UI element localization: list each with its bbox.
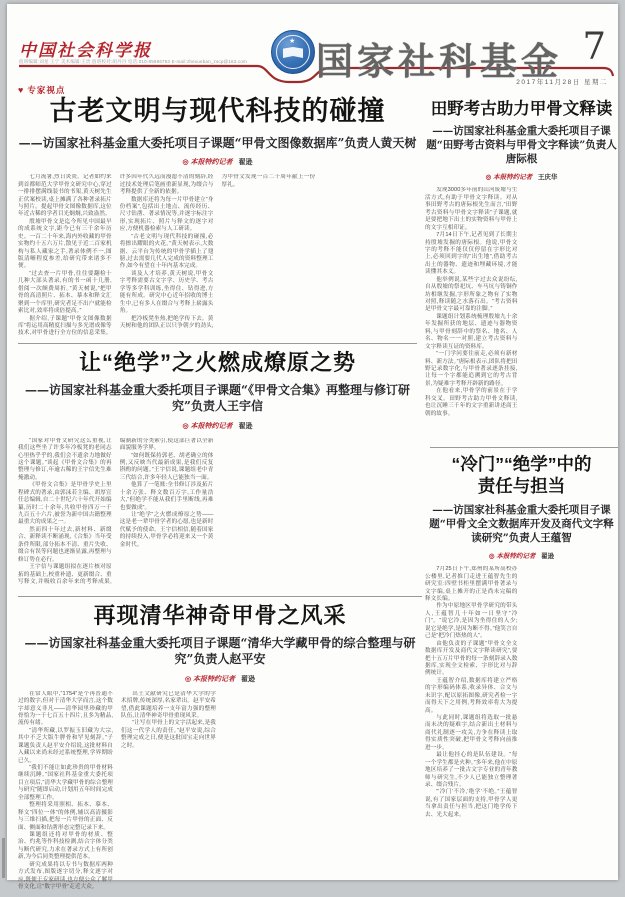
- article-right-top-byline: [425, 172, 618, 181]
- body-paragraph: 研究成果将以专书与数据库两种方式发布,图版逐字切分,释文逐字对应,既便于专家研读,也方便公众了解甲骨文化,让“数字甲骨”走近大众。: [18, 861, 113, 891]
- article-middle-body: [18, 438, 417, 600]
- article-middle-title: 让“绝学”之火燃成燎原之势: [78, 350, 356, 375]
- article-right-bottom-byline: [425, 551, 618, 560]
- masthead-credits-line: 值班编辑:刘星 王宁 美术编辑:王贵 值班校对:胡丹丹 电话:010-85886753 E-mail:zhexueban_zscp@163.com: [19, 59, 247, 64]
- body-paragraph: 把冷板凳坐热,把绝学传下去。黄天树和他的团队正以只争朝夕的劲头,为甲骨文发现一百二十周年献上一份厚礼。: [119, 174, 316, 329]
- body-paragraph: 7月14日下午,记者见到了长期主持殷墟发掘的唐际根。他说,甲骨文字的考释不能仅仅停留在字形比对上,必须回到字的“出生地”,借助考古出土的器物、遗迹和埋藏环境,才能读懂其本义。: [425, 232, 518, 276]
- body-paragraph: 然而四十年过去,新材料、新缀合、新释读不断涌现,《合集》当年受条件所限,部分拓本不清、重片失收、缀合有误等问题也逐渐显露,再整理与修订势在必行。: [18, 526, 112, 563]
- nssf-badge-icon: [271, 30, 315, 74]
- byline-name: 翟逊: [241, 675, 255, 683]
- byline-name: 翟逊: [238, 159, 253, 167]
- page-number: 7: [582, 25, 606, 68]
- body-paragraph: 王蕴智介绍,数据库将建立严格的字形编码体系,收录异体、合文与未识字,配以原拓图像,研究者检一字而得天下之用例,考释效率将大为提高。: [425, 677, 518, 714]
- byline-label: 本报特约记者: [493, 173, 533, 182]
- body-paragraph: 发现3000多年前的山河废墟与生活方式,有助于甲骨文字释读。对从事田野考古的唐际根先生而言,“田野考古资料与甲骨文字释读”子课题,就是要把地下出土的实物资料与甲骨上的文字互相印证。: [425, 187, 518, 231]
- byline-label: 本报特约记者: [190, 157, 233, 167]
- body-paragraph: 他举例说,某些字过去众说纷纭,自从殷墟的祭祀坑、车马坑与铸铜作坊相继发掘,字形所象之物有了实物对照,释读随之水落石出。“考古资料是甲骨文字最可靠的注脚。”: [425, 276, 518, 313]
- body-paragraph: 课题组计划系统梳理殷墟九十余年发掘所获的地层、遗迹与器物资料,与甲骨刻辞中的祭名、地名、人名、物名一一对照,建立考古资料与文字释读互证的资料库。: [425, 313, 518, 350]
- article-right-bottom-body: [425, 566, 618, 878]
- body-paragraph: “如何既保持郭老、胡老确立的体例,又反映当代最新成果,是我们反复斟酌的问题。”王宇信说,课题组老中青三代结合,许多年轻人已能独当一面。: [119, 452, 214, 481]
- body-paragraph: 与此同时,课题组将选取一批悬而未决的疑难字,结合新出土材料与商代礼制逐一攻关,力争在释读上取得实质性突破,把甲骨文考释向前推进一步。: [425, 715, 518, 751]
- article-right-top-title: 田野考古助力甲骨文释读: [430, 100, 613, 118]
- body-paragraph: 最让他挂心的是队伍建设。“每一个学生都是火种。”多年来,他在中原地区培养了一批古文字专业的青年教师与研究生,不少人已能独立整理著录、缀合残片。: [425, 752, 518, 788]
- article-middle: [18, 350, 417, 600]
- body-paragraph: “古老文明与现代科技的碰撞,必将擦出耀眼的火花。”黄天树表示,大数据、云平台为传统的甲骨学插上了翅膀,过去需要几代人完成的资料整理工作,如今有望在十年内基本完成。: [119, 233, 214, 270]
- body-paragraph: 出土文献研究已是清华大学的学术招牌,传统深厚,名家辈出。赵平安希望,借此课题培养一支年富力强的整理队伍,让清华神奇甲骨重现风采。: [121, 690, 216, 719]
- byline-name: 翟逊: [541, 553, 555, 561]
- article-right-top-subtitle: ——访国家社科基金重大委托项目子课题“田野考古资料与甲骨文字释读”负责人唐际根: [426, 124, 617, 166]
- article-main-byline: [18, 157, 417, 167]
- article-bottom-body: [18, 691, 422, 897]
- newspaper-brand-logo: 中国社会科学报: [19, 41, 152, 61]
- byline-label: 本报特约记者: [190, 420, 233, 430]
- scan-edge-artifact: [2, 838, 5, 878]
- body-paragraph: “过去查一片甲骨,往往要翻检十几种大部头著录,有的书一函十几册,借阅一次颇费周折。”黄天树说,“把甲骨的高清照片、拓本、摹本和释文汇聚到一个库里,研究者足不出户就能检索比对,效率将成倍提高。”: [18, 270, 112, 315]
- body-paragraph: 作为中原地区甲骨学研究的带头人,王蕴智几十年如一日坚守“冷门”。“说它冷,是因为坐得住的人少;说它是绝学,是因为断不得。”他笑言自己是“把冷门焐热的人”。: [425, 603, 518, 640]
- article-main-subtitle: ——访国家社科基金重大委托项目子课题“甲骨文图像数据库”负责人黄天树: [18, 136, 417, 151]
- article-main: [18, 96, 417, 338]
- body-paragraph: 7月25日下午,郑州的某所高校办公楼里,记者推门走进王蕴智先生的研究室:四壁书柜里摆满甲骨著录与文字编,桌上摊开的正是尚未完稿的释文长编。: [425, 566, 518, 603]
- body-paragraph: 《甲骨文合集》是甲骨学史上里程碑式的著录,由郭沫若主编、胡厚宣任总编辑,自二十世纪六十年代开始编纂,历时二十余年,共收甲骨四万一千九百五十六片,被誉为新中国古籍整理最重大的成果之一。: [18, 482, 112, 526]
- article-right-top: [425, 100, 618, 435]
- body-paragraph: 整理将采用照相、拓本、摹本、释文“四位一体”的体例,辅以高清摄影与三维扫描,把每一片甲骨的正面、反面、侧面和钻凿形态完整记录下来。: [18, 802, 113, 831]
- body-paragraph: 在他看来,甲骨学的前景在于学科交叉。田野考古助力甲骨文释读,也让沉睡三千年的文字重新讲述商王朝的故事。: [425, 388, 518, 417]
- byline-circle-icon: ◎: [182, 159, 189, 167]
- body-paragraph: 让“绝学”之火燃成燎原之势——这是老一辈甲骨学者的心愿,也是新时代赋予的使命。王宇信相信,随着国家的持续投入,甲骨学必将迎来又一个黄金时代。: [119, 512, 214, 548]
- body-paragraph: 他算了一笔账:全书修订涉及拓片十余万张、释文数百万字,工作量浩大,“但绝学不能从我们手里断线,再难也要做成”。: [119, 482, 214, 511]
- body-paragraph: 据介绍,子课题“甲骨文图像数据库”将运用高精度扫描与多光谱成像等技术,对甲骨进行全方位的信息采集。许多因年代久远而漫漶不清的刻辞,经过技术处理后笔画重新显现,为缀合与考释提供了全新的依据。: [18, 174, 214, 337]
- article-right-top-body: [425, 187, 618, 435]
- body-paragraph: 在常人眼中,“1754”是个再普通不过的数字,但对于清华大学而言,这个数字却意义非凡——清华园里珍藏的甲骨恰为一千七百五十四片,且多为精品,流传有绪。: [18, 690, 113, 727]
- byline-circle-icon: ◎: [485, 174, 492, 182]
- byline-circle-icon: ◎: [488, 553, 495, 561]
- kicker-label: 专家视点: [27, 85, 66, 95]
- byline-circle-icon: ◎: [182, 422, 189, 430]
- article-right-bottom: [425, 454, 618, 878]
- article-bottom-byline: [18, 674, 422, 684]
- byline-name: 翟逊: [238, 422, 253, 430]
- byline-circle-icon: ◎: [184, 675, 192, 683]
- body-paragraph: 七月流暑,烈日炎炎。记者如约来到首都师范大学甲骨文研究中心,穿过一排排摆满线装书的书架,黄天树先生正伏案校读,桌上摊满了各种著录拓片与照片。提起甲骨文图像数据库,这位年近古稀的学者目光炯炯,兴致盎然。: [18, 174, 112, 218]
- body-paragraph: “国家对甲骨文研究这么重视,让我们这些坐了许多年冷板凳的老同志心里热乎乎的,我们会不遗余力地做好这个课题。”谈起《甲骨文合集》的再整理与修订,年逾古稀的王宇信先生难掩激动。: [18, 437, 112, 481]
- article-middle-subtitle: ——访国家社科基金重大委托项目子课题“《甲骨文合集》再整理与修订研究”负责人王宇信: [25, 383, 410, 414]
- body-paragraph: 谈及人才培养,黄天树说,甲骨文字考释需要古文字学、历史学、考古学等多学科训练,坐得住、钻得进,方能有所成。研究中心近年招收的博士生中,已有多人在缀合与考释上崭露头角。: [119, 270, 214, 315]
- body-paragraph: “让写在甲骨上的文字活起来,是我们这一代学人的责任。”赵平安说,综合整理完成之日,便是这批国宝走向世界之时。: [121, 720, 216, 749]
- title-line-2: 责任与担当: [477, 475, 566, 496]
- article-bottom: [18, 603, 422, 897]
- body-paragraph: 由他负责的子课题“甲骨文全文数据库开发及商代文字释读研究”,要把十五万片甲骨的每一条刻辞录入数据库,实现全文检索、字形比对与辞例统计。: [425, 640, 518, 677]
- body-paragraph: “清华所藏,以罗振玉旧藏为大宗,其中不乏大版牛胛骨和罕见刻辞。”子课题负责人赵平安介绍说,这批材料自入藏以来尚未经过系统整理,学界期盼已久。: [18, 727, 113, 764]
- divider-rule: [18, 596, 422, 597]
- body-paragraph: 课题组还将对甲骨的材质、整治、灼兆等作科技检测,结合字体分类与断代研究,力求在著录方式上有所创新,为今后同类整理提供范本。: [18, 831, 113, 861]
- byline-label: 本报特约记者: [193, 673, 236, 683]
- body-paragraph: 王宇信与课题组拟在逐片核对原拓的基础上,校重补遗、更新缀合、重写释文,并吸收百余年来的考释成果,编制新的分类索引,使这部巨著以全新面貌服务学界。: [18, 437, 214, 585]
- divider-rule: [18, 343, 417, 344]
- article-main-body: [18, 174, 417, 338]
- body-paragraph: “‘冷门’不冷,‘绝学’不绝。”王蕴智说,有了国家层面的支持,甲骨学人更当拿出责任与担当,把这门绝学传下去、光大起来。: [425, 789, 518, 818]
- article-main-title: 古老文明与现代科技的碰撞: [49, 96, 386, 126]
- article-bottom-subtitle: ——访国家社科基金重大委托项目子课题“清华大学藏甲骨的综合整理与研究”负责人赵平安: [24, 636, 416, 667]
- byline-name: 王庆华: [537, 174, 558, 182]
- body-paragraph: 殷墟甲骨文是迄今所见中国最早的成系统文字,距今已有三千余年历史。一百二十年来,海内外收藏的甲骨实物约十五六万片,散见于近二百家机构与私人藏家之手,著录体例不一,图版清晰程度参差,给研究带来诸多不便。: [18, 218, 112, 270]
- date-line: 2017年11月28日 星期二: [516, 79, 608, 86]
- body-paragraph: “我们不能让如此珍贵的甲骨材料继续沉睡。”国家社科基金重大委托项目立项后,“清华大学藏甲骨的综合整理与研究”随即启动,计划用五年时间完成全部整理工作。: [18, 765, 113, 801]
- newspaper-page: [7, 4, 618, 891]
- divider-rule: [430, 447, 618, 448]
- kicker-heart-icon: ♥: [18, 85, 25, 95]
- column-kicker: [18, 84, 65, 96]
- page-section-title: 国家社科基金: [316, 39, 562, 83]
- body-paragraph: “一门学问要往前走,必须有新材料、新方法。”唐际根表示,团队将把田野记录数字化,与甲骨著录逐条挂接,让每一个字都能追溯到它的考古背景,为疑难字考释开辟新的路径。: [425, 351, 518, 387]
- byline-label: 本报特约记者: [496, 552, 536, 561]
- badge-star-icon: ★: [289, 38, 296, 45]
- article-bottom-title: 再现清华神奇甲骨之风采: [93, 603, 347, 628]
- article-middle-byline: [18, 421, 417, 431]
- article-right-bottom-title: [425, 454, 618, 498]
- title-line-1: “冷门”“绝学”中的: [451, 454, 592, 474]
- body-paragraph: 数据库还将为每一片甲骨建立“身份档案”,包括出土地点、流传经历、尺寸钻凿、著录情况等,并逐字标注字形,实现拓片、照片与释文的逐字对应,方便机器检索与人工研读。: [119, 196, 214, 233]
- article-right-bottom-subtitle: ——访国家社科基金重大委托项目子课题“甲骨文全文数据库开发及商代文字释读研究”负责人王蕴智: [429, 503, 614, 545]
